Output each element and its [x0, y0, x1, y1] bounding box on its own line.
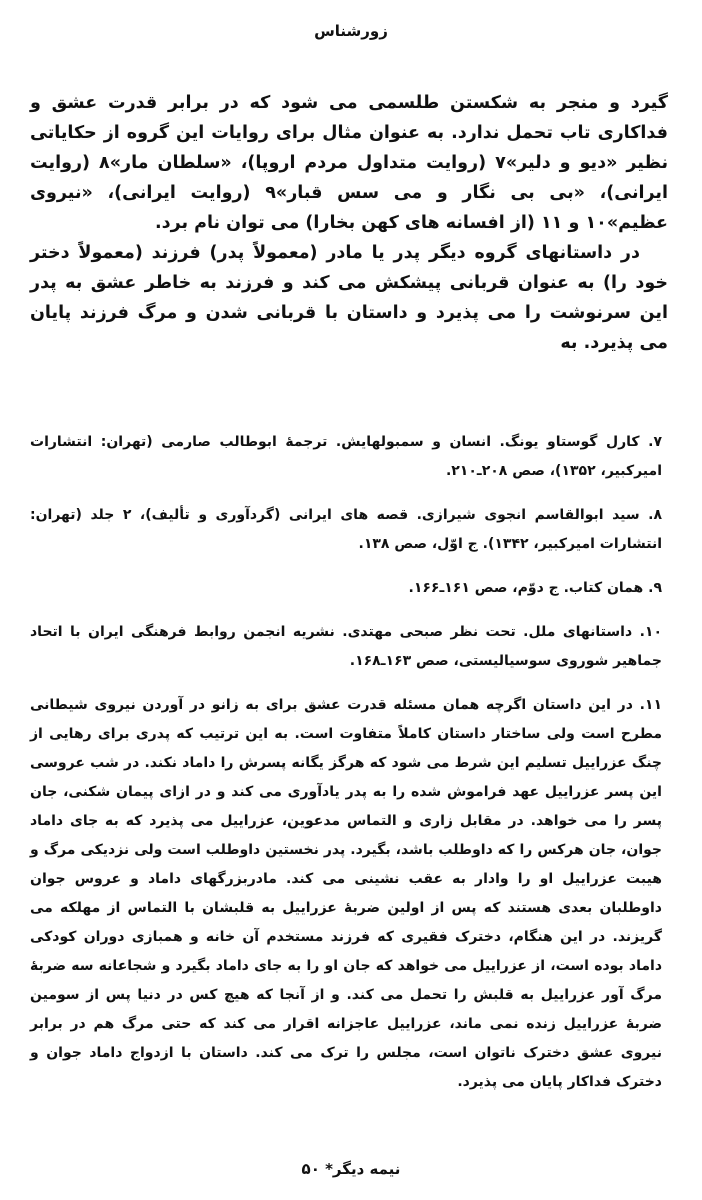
- footnote-11: ۱۱. در این داستان اگرچه همان مسئله قدرت عشق برای به زانو در آوردن نیروی شیطانی مطرح است ولی ساختار داستان کاملاً متفاوت است. به این ترتیب که پدری برای رهایی از چنگ عزراییل تسلیم این شرط می شود که هرگز یگانه پسرش را داماد نکند. در شب عروسی این پسر عزراییل عهد فراموش شده را به پدر یادآوری می کند و در ازای پیمان شکنی، جان پسر را می خواهد. در مقابل زاری و التماس مدعوین، عزراییل می پذیرد که به جای داماد جوان، جان هرکس را که داوطلب باشد، بگیرد. پدر نخستین داوطلب است ولی نزدیکی مرگ و هیبت عزراییل او را وادار به عقب نشینی می کند. مادربزرگهای داماد و عروس جوان داوطلبان بعدی هستند که پس از اولین ضربهٔ عزراییل به قلبشان با التماس از مهلکه می گریزند. در این هنگام، دخترک فقیری که فرزند مستخدم آن خانه و همبازی دوران کودکی داماد بوده است، از عزراییل می خواهد که جان او را به جای داماد بگیرد و شجاعانه سه ضربهٔ مرگ آور عزراییل به قلبش را تحمل می کند. و از آنجا که هیچ کس در دنیا پس از سومین ضربهٔ عزراییل زنده نمی ماند، عزراییل عاجزانه اقرار می کند که حتی مرگ هم در برابر نیروی عشق دخترک ناتوان است، مجلس را ترک می کند. داستان با ازدواج داماد جوان و دخترک فداکار پایان می پذیرد.: [30, 697, 662, 1090]
- footnote-8: ۸. سید ابوالقاسم انجوی شیرازی. قصه های ایرانی (گردآوری و تألیف)، ۲ جلد (تهران: انتشارات امیرکبیر، ۱۳۴۲). ج اوّل، صص ۱۳۸.: [30, 507, 663, 552]
- main-body-text: [30, 88, 668, 358]
- footnote-10: ۱۰. داستانهای ملل. تحت نظر صبحی مهتدی. نشریه انجمن روابط فرهنگی ایران با اتحاد جماهیر شوروی سوسیالیستی، صص ۱۶۳ـ۱۶۸.: [30, 624, 662, 669]
- body-paragraph-2: در داستانهای گروه دیگر پدر یا مادر (معمولاً پدر) فرزند (معمولاً دختر خود را) به عنوان قربانی پیشکش می کند و فرزند به خاطر عشق به پدر این سرنوشت را می پذیرد و داستان با قربانی شدن و مرگ فرزند پایان می پذیرد. به: [30, 243, 668, 353]
- body-paragraph-1: گیرد و منجر به شکستن طلسمی می شود که در برابر قدرت عشق و فداکاری تاب تحمل ندارد. به عنوان مثال برای روایات این گروه از حکایاتی نظیر «دیو و دلیر»۷ (روایت متداول مردم اروپا)، «سلطان مار»۸ (روایت ایرانی)، «بی بی نگار و می سس قبار»۹ (روایت ایرانی)، «نیروی عظیم»۱۰ و ۱۱ (از افسانه های کهن بخارا) می توان نام برد.: [30, 93, 669, 233]
- footnote-7: ۷. کارل گوستاو یونگ. انسان و سمبولهایش. ترجمهٔ ابوطالب صارمی (تهران: انتشارات امیرکبیر، ۱۳۵۲)، صص ۲۰۸ـ۲۱۰.: [30, 434, 662, 479]
- page-footer: نیمه دیگر* ۵۰: [301, 1160, 401, 1178]
- page-header: زورشناس: [314, 22, 388, 40]
- footnotes: [30, 428, 662, 1112]
- footnote-9: ۹. همان کتاب. ج دوّم، صص ۱۶۱ـ۱۶۶.: [408, 580, 662, 596]
